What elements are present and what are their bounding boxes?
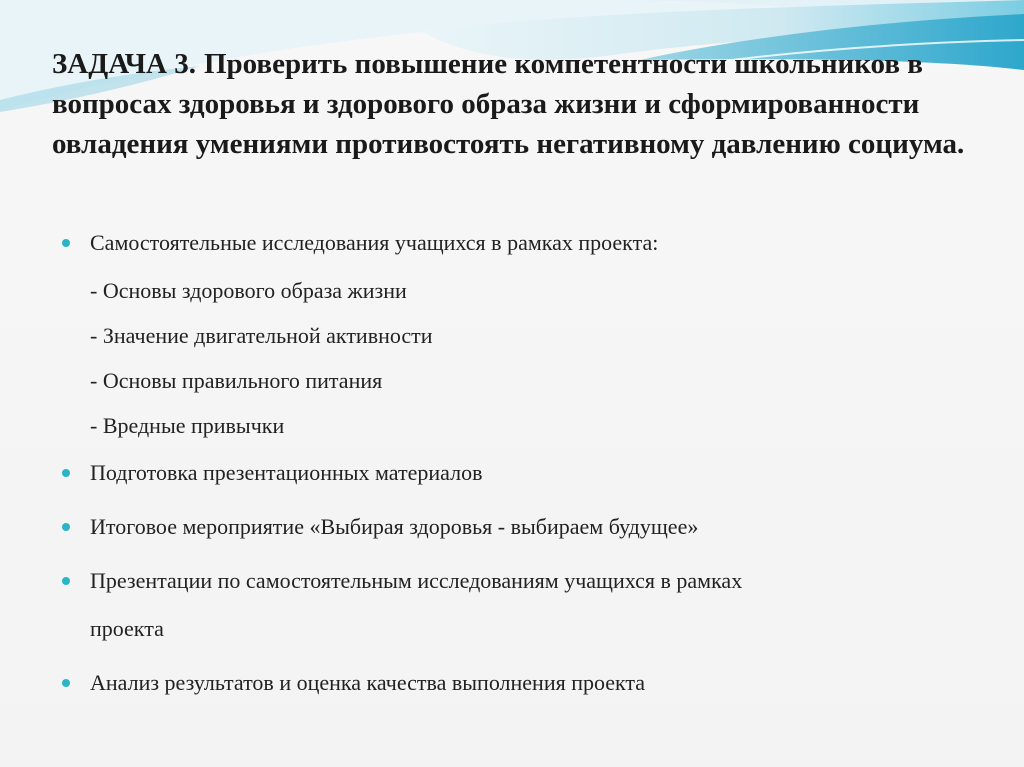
bullet-dot-icon [62,239,70,247]
bullet-item [62,666,962,700]
sub-item: - Вредные привычки [90,413,285,438]
bullet-dot-icon [62,577,70,585]
sub-item: - Основы здорового образа жизни [90,278,407,303]
bullet-dot-icon [62,469,70,477]
bullet-text: Самостоятельные исследования учащихся в рамках проекта: [90,230,659,255]
bullet-text: Презентации по самостоятельным исследованиям учащихся в рамках [90,568,743,593]
title-task-number: ЗАДАЧА 3. [52,48,196,80]
sub-item: - Основы правильного питания [90,368,383,393]
slide-title [52,44,982,164]
bullet-text: Анализ результатов и оценка качества выполнения проекта [90,670,646,695]
bullet-text: Итоговое мероприятие «Выбирая здоровья - выбираем будущее» [90,514,699,539]
bullet-text: Подготовка презентационных материалов [90,460,483,485]
bullet-list [62,226,962,700]
bullet-item [62,510,962,544]
bullet-item [62,456,962,490]
sub-item: - Значение двигательной активности [90,323,433,348]
bullet-text-continuation: проекта [90,616,164,641]
bullet-dot-icon [62,679,70,687]
bullet-dot-icon [62,523,70,531]
bullet-item [62,226,962,260]
title-text: Проверить повышение компетентности школьников в вопросах здоровья и здорового образа жизни и сформированности овладения умениями противостоять негативному давлению социума. [52,48,965,160]
bullet-item [62,564,962,646]
